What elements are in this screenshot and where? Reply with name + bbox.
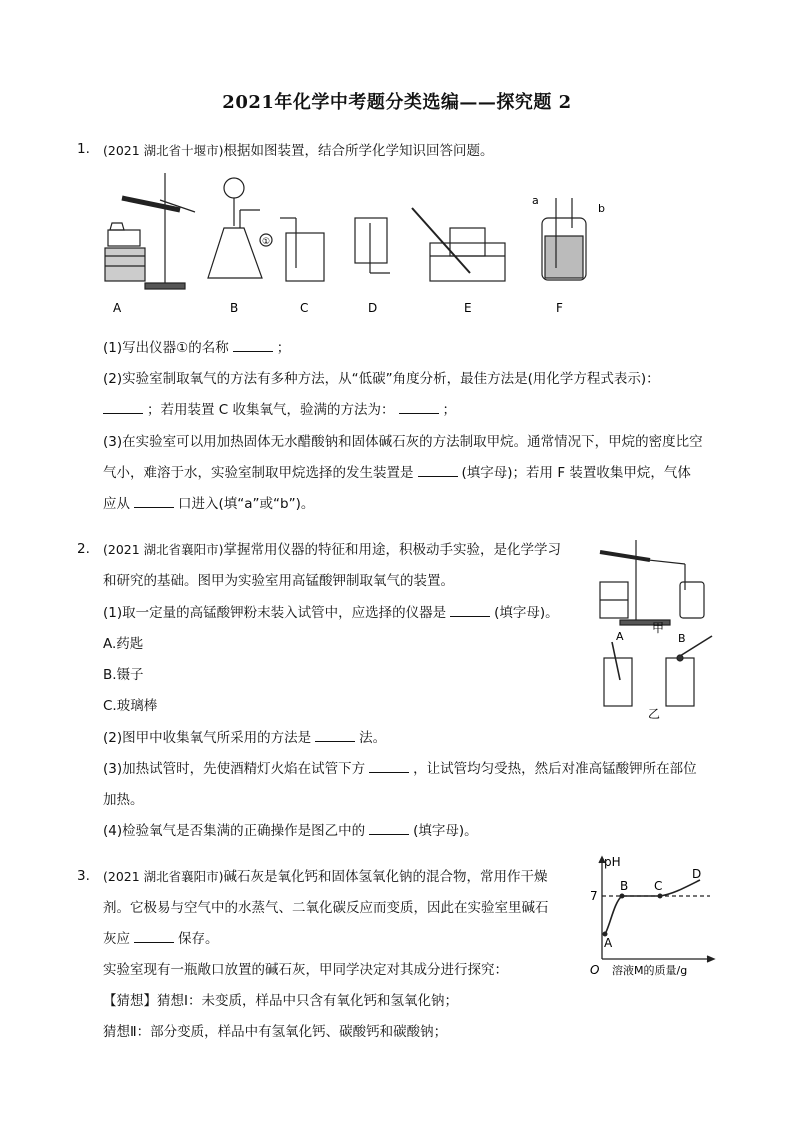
q1-part1-text-a: (1)写出仪器 <box>103 340 177 356</box>
q3-number: 3. <box>77 868 90 884</box>
q2-part2-text-a: (2)图甲中收集氧气所采用的方法是 <box>103 730 312 746</box>
q3-guess-1: 【猜想】猜想Ⅰ：未变质，样品中只含有氧化钙和氢氧化钠； <box>103 993 458 1009</box>
q1-part2-end: ； <box>442 402 457 418</box>
fig-port-b: b <box>598 202 605 215</box>
q2-part2-text-b: 法。 <box>359 730 387 746</box>
graph-origin: O <box>590 963 600 977</box>
q2-part3-cont: 加热。 <box>103 792 144 808</box>
q2-line2: 和研究的基础。图甲为实验室用高锰酸钾制取氧气的装置。 <box>103 573 454 589</box>
fig-label-d: D <box>368 301 378 315</box>
fig-label-b: B <box>230 301 239 315</box>
q2-part4-text-b: (填字母)。 <box>413 823 478 839</box>
q2-part1 <box>103 601 559 621</box>
q1-part2-line1: (2)实验室制取氧气的方法有多种方法，从“低碳”角度分析，最佳方法是(用化学方程式表示)： <box>103 371 660 387</box>
q2-part3-text-a: (3)加热试管时，先使酒精灯火焰在试管下方 <box>103 761 366 777</box>
q3-line1 <box>103 865 548 885</box>
graph-ylabel: pH <box>604 855 621 869</box>
fig-jia: 甲 <box>652 621 665 635</box>
point-b <box>620 894 625 899</box>
q1-part3-text-b: (填字母)；若用 F 装置收集甲烷，气体 <box>461 465 691 481</box>
answer-blank[interactable] <box>233 339 273 352</box>
fig-yi: 乙 <box>648 707 661 720</box>
ph-graph <box>588 854 718 979</box>
graph-label-a: A <box>604 936 613 950</box>
q2-number: 2. <box>77 541 90 557</box>
answer-blank[interactable] <box>103 401 143 414</box>
q1-stem-text: 根据如图装置，结合所学化学知识回答问题。 <box>223 143 494 159</box>
fig-label-f: F <box>556 301 563 315</box>
answer-blank[interactable] <box>315 729 355 742</box>
page-title: 2021年化学中考题分类选编——探究题 2 <box>222 92 572 113</box>
q1-part3-text-a: 气小，难溶于水，实验室制取甲烷选择的发生装置是 <box>103 465 414 481</box>
answer-blank[interactable] <box>418 464 458 477</box>
q1-part3-line1: (3)在实验室可以用加热固体无水醋酸钠和固体碱石灰的方法制取甲烷。通常情况下，甲烷的密度比空 <box>103 434 703 450</box>
q3-guess-2: 猜想Ⅱ：部分变质，样品中有氢氧化钙、碳酸钙和碳酸钠； <box>103 1024 448 1040</box>
q2-part1-text-b: (填字母)。 <box>494 605 559 621</box>
q2-option-c: C.玻璃棒 <box>103 698 158 714</box>
graph-label-c: C <box>654 879 663 893</box>
graph-y7: 7 <box>590 889 598 903</box>
q2-part3-text-b: ，让试管均匀受热，然后对准高锰酸钾所在部位 <box>413 761 697 777</box>
q2-line1 <box>103 538 561 558</box>
q1-part2-text: ；若用装置 C 收集氧气，验满的方法为： <box>147 402 395 418</box>
fig-label-e: E <box>464 301 472 315</box>
graph-xlabel: 溶液M的质量/g <box>612 964 688 977</box>
q1-source: (2021 湖北省十堰市) <box>103 143 224 158</box>
q1-part2-line2 <box>103 398 456 418</box>
q1-part3-text-c: 应从 <box>103 496 130 512</box>
q2-option-a: A.药匙 <box>103 636 144 652</box>
answer-blank[interactable] <box>369 760 409 773</box>
q1-part1-end: ； <box>276 340 291 356</box>
fig-port-a: a <box>532 194 539 207</box>
fig-q2-a: A <box>616 630 624 643</box>
q3-line3 <box>103 927 219 947</box>
fig-label-a: A <box>113 301 122 315</box>
answer-blank[interactable] <box>134 930 174 943</box>
q1-stem <box>103 139 494 159</box>
fig-q2-b: B <box>678 632 686 645</box>
q3-line4: 实验室现有一瓶敞口放置的碱石灰，甲同学决定对其成分进行探究： <box>103 962 508 978</box>
q1-part1-text-b: 的名称 <box>188 340 229 356</box>
q1-apparatus-figure <box>100 168 620 318</box>
q2-part4 <box>103 819 478 839</box>
fig-circle-1: ① <box>262 237 271 247</box>
q2-apparatus-figure <box>590 530 720 720</box>
q2-line1-text: 掌握常用仪器的特征和用途，积极动手实验，是化学学习 <box>223 542 562 558</box>
q2-part4-text-a: (4)检验氧气是否集满的正确操作是图乙中的 <box>103 823 366 839</box>
answer-blank[interactable] <box>450 604 490 617</box>
q1-part3-line2 <box>103 461 691 481</box>
q2-option-b: B.镊子 <box>103 667 144 683</box>
q1-number: 1. <box>77 141 90 157</box>
q3-line3-text-b: 保存。 <box>178 931 219 947</box>
q1-part1 <box>103 336 290 356</box>
q3-line2: 剂。它极易与空气中的水蒸气、二氧化碳反应而变质，因此在实验室里碱石 <box>103 900 549 916</box>
q1-part3-line3 <box>103 492 314 512</box>
q2-part3 <box>103 757 697 777</box>
q2-part2 <box>103 726 386 746</box>
q1-part1-circle: ① <box>176 340 189 356</box>
q1-part3-text-d: 口进入(填“a”或“b”)。 <box>178 496 315 512</box>
graph-label-b: B <box>620 879 629 893</box>
q2-part1-text-a: (1)取一定量的高锰酸钾粉末装入试管中，应选择的仪器是 <box>103 605 447 621</box>
answer-blank[interactable] <box>369 822 409 835</box>
q3-source: (2021 湖北省襄阳市) <box>103 869 224 884</box>
answer-blank[interactable] <box>399 401 439 414</box>
answer-blank[interactable] <box>134 495 174 508</box>
graph-label-d: D <box>692 867 702 881</box>
fig-label-c: C <box>300 301 309 315</box>
q3-line1-text: 碱石灰是氧化钙和固体氢氧化钠的混合物，常用作干燥 <box>223 869 548 885</box>
q3-line3-text-a: 灰应 <box>103 931 130 947</box>
q2-source: (2021 湖北省襄阳市) <box>103 542 224 557</box>
point-c <box>658 894 663 899</box>
